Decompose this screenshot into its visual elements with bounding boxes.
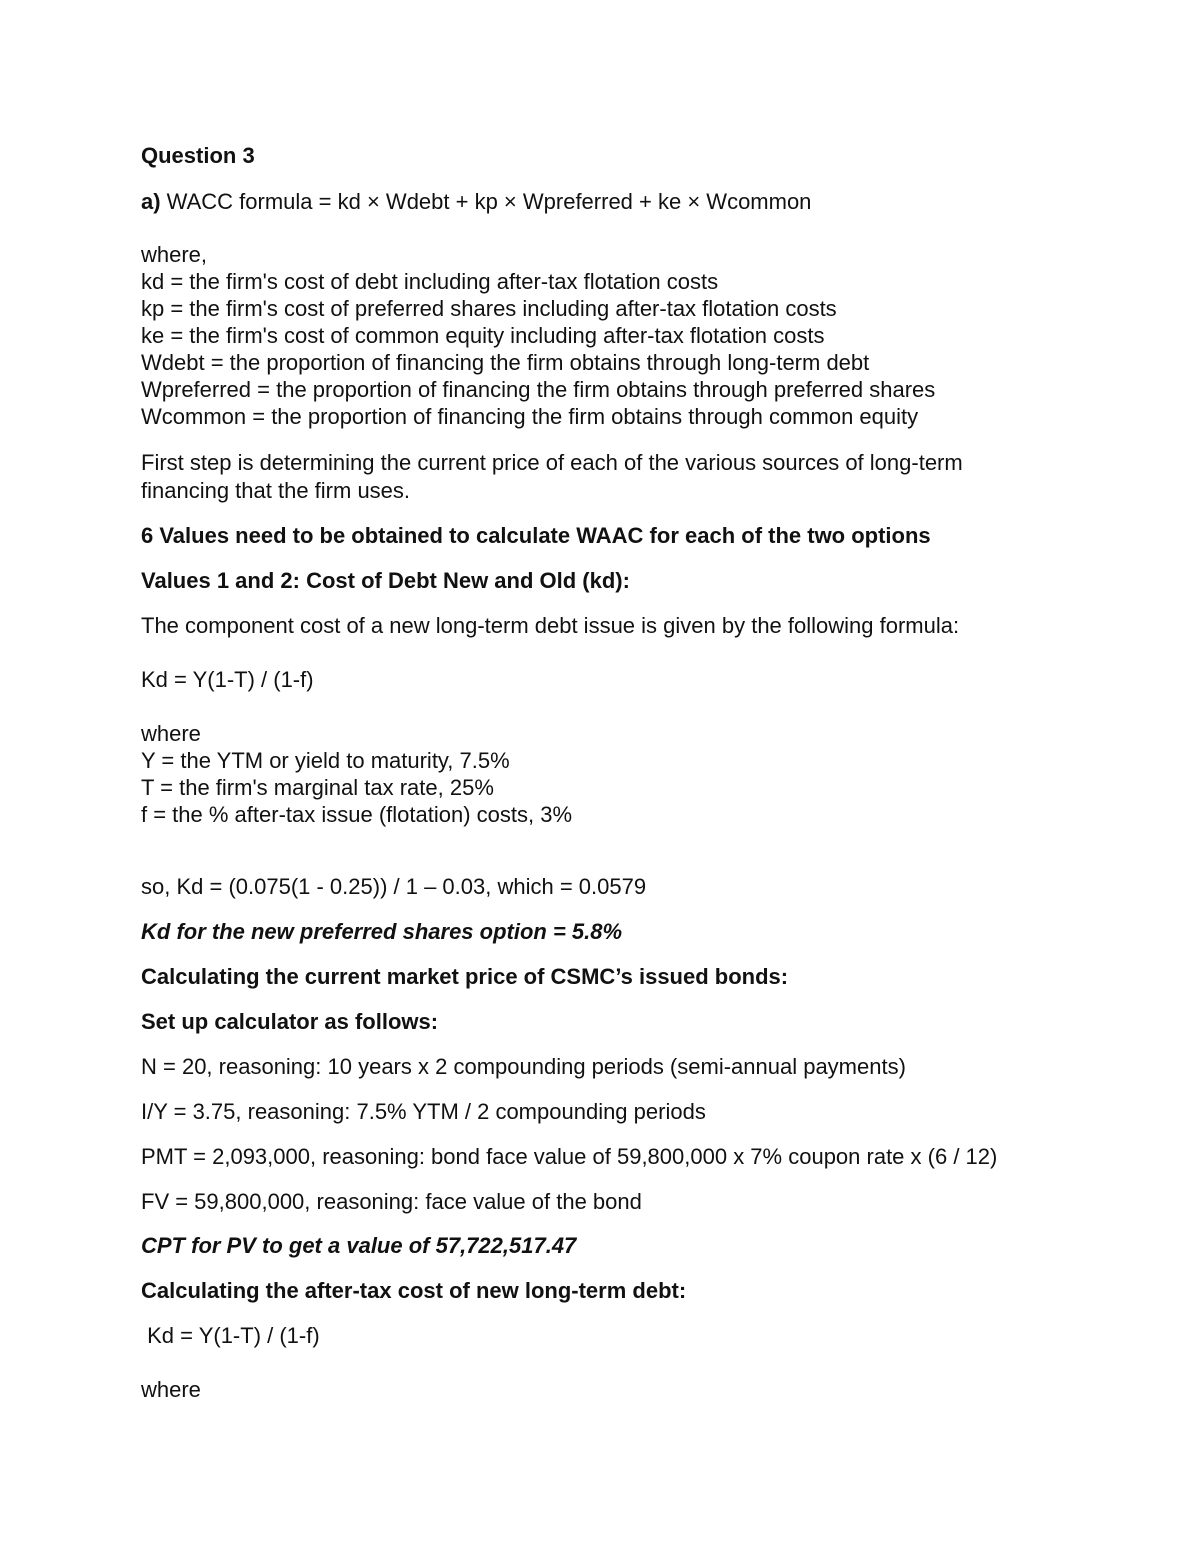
wacc-formula-line <box>141 188 811 215</box>
kd-calculation: so, Kd = (0.075(1 - 0.25)) / 1 – 0.03, which = 0.0579 <box>141 874 647 899</box>
calc-n: N = 20, reasoning: 10 years x 2 compounding periods (semi-annual payments) <box>141 1054 906 1079</box>
kd-result: Kd for the new preferred shares option = 5.8% <box>141 919 623 944</box>
component-cost-text: The component cost of a new long-term debt issue is given by the following formula: <box>141 613 960 638</box>
where-label-2: where <box>141 721 201 746</box>
calculator-heading: Set up calculator as follows: <box>141 1009 439 1034</box>
definition-wdebt: Wdebt = the proportion of financing the firm obtains through long-term debt <box>141 350 870 375</box>
definition-ke: ke = the firm's cost of common equity including after-tax flotation costs <box>141 323 825 348</box>
first-step-line-1: First step is determining the current price of each of the various sources of long-term <box>141 450 963 475</box>
after-tax-heading: Calculating the after-tax cost of new long-term debt: <box>141 1278 687 1303</box>
definition-wpreferred: Wpreferred = the proportion of financing the firm obtains through preferred shares <box>141 377 936 402</box>
variable-t: T = the firm's marginal tax rate, 25% <box>141 775 494 800</box>
kd-formula-2: Kd = Y(1-T) / (1-f) <box>141 1323 320 1348</box>
calc-pmt: PMT = 2,093,000, reasoning: bond face value of 59,800,000 x 7% coupon rate x (6 / 12) <box>141 1144 998 1169</box>
six-values-heading: 6 Values need to be obtained to calculate WAAC for each of the two options <box>141 523 931 548</box>
definition-wcommon: Wcommon = the proportion of financing the firm obtains through common equity <box>141 404 919 429</box>
where-label-3: where <box>141 1377 201 1402</box>
market-price-heading: Calculating the current market price of CSMC’s issued bonds: <box>141 964 789 989</box>
cost-of-debt-heading: Values 1 and 2: Cost of Debt New and Old (kd): <box>141 568 630 593</box>
question-heading: Question 3 <box>141 143 255 168</box>
cpt-result: CPT for PV to get a value of 57,722,517.47 <box>141 1233 577 1258</box>
calc-fv: FV = 59,800,000, reasoning: face value of the bond <box>141 1189 642 1214</box>
definition-kd: kd = the firm's cost of debt including after-tax flotation costs <box>141 269 719 294</box>
kd-formula: Kd = Y(1-T) / (1-f) <box>141 667 314 692</box>
definition-kp: kp = the firm's cost of preferred shares including after-tax flotation costs <box>141 296 837 321</box>
variable-f: f = the % after-tax issue (flotation) costs, 3% <box>141 802 573 827</box>
part-a-label: a) <box>141 189 161 214</box>
variable-y: Y = the YTM or yield to maturity, 7.5% <box>141 748 510 773</box>
where-label: where, <box>141 242 208 267</box>
calc-iy: I/Y = 3.75, reasoning: 7.5% YTM / 2 compounding periods <box>141 1099 706 1124</box>
first-step-line-2: financing that the firm uses. <box>141 478 411 503</box>
wacc-formula: WACC formula = kd × Wdebt + kp × Wpreferred + ke × Wcommon <box>160 189 812 214</box>
